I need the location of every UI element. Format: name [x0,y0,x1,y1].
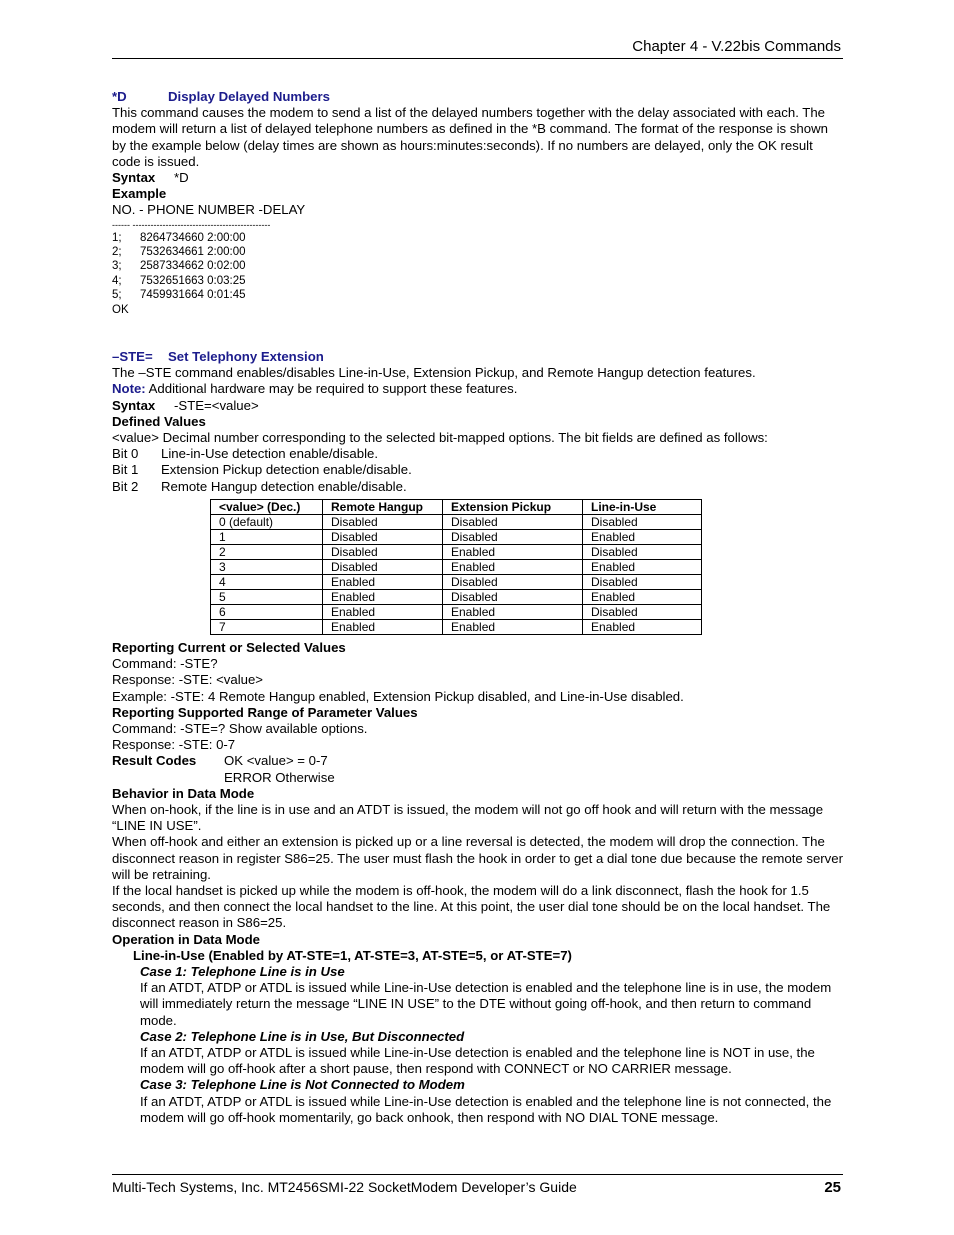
result-codes [112,753,843,769]
bit-item: Bit 2 Remote Hangup detection enable/disable. [112,478,407,494]
range-command: Command: -STE=? Show available options. [112,720,368,736]
ste-command-title: Set Telephony Extension [168,349,324,365]
ste-syntax-label: Syntax [112,397,156,413]
column-header: Remote Hangup [323,499,443,514]
column-header: Extension Pickup [443,499,583,514]
list-item: 5; 7459931664 0:01:45 [112,289,246,302]
d-example-dashes: ------ ---------------------------------------------- [112,219,271,230]
d-syntax-value: *D [174,170,189,186]
ste-defined-text: <value> Decimal number corresponding to the selected bit-mapped options. The bit fields are defined as follows: [112,430,768,446]
line-in-use-label: Line-in-Use (Enabled by AT-STE=1, AT-STE=3, AT-STE=5, or AT-STE=7) [133,947,572,963]
page-header [112,38,843,59]
behavior-paragraph: When off-hook and either an extension is picked up or a line reversal is detected, the modem will drop the connection. The disconnect reason in register S86=25. The user must flash the hook in order to get a dial tone due because the remote server will be retraining. [112,834,843,882]
ste-note-text: Additional hardware may be required to support these features. [145,381,518,397]
footer-text: Multi-Tech Systems, Inc. MT2456SMI-22 SocketModem Developer’s Guide [112,1179,577,1195]
table-row: 3 Disabled Enabled Enabled [211,559,702,574]
table-row: 5 Enabled Disabled Enabled [211,589,702,604]
table-row: 0 (default) Disabled Disabled Disabled [211,514,702,529]
result-codes-label: Result Codes [112,753,197,769]
ste-note [112,381,843,397]
d-command-heading [112,89,843,105]
case-text: If an ATDT, ATDP or ATDL is issued while Line-in-Use detection is enabled and the telephone line is in use, the modem will immediately return the message “LINE IN USE” to the DTE without going off-hook, and then return to command mode. [140,980,832,1028]
range-response: Response: -STE: 0-7 [112,737,236,753]
d-example-list [112,231,843,317]
d-command-title: Display Delayed Numbers [168,89,330,104]
table-row: 6 Enabled Enabled Disabled [211,604,702,619]
behavior-paragraph: When on-hook, if the line is in use and an ATDT is issued, the modem will not go off hook and will return with the message “LINE IN USE”. [112,801,824,834]
reporting-label: Reporting Current or Selected Values [112,639,346,655]
d-example-label: Example [112,186,167,202]
d-example-ok: OK [112,303,129,316]
operation-label: Operation in Data Mode [112,931,261,947]
ste-values-table [210,499,702,635]
page-number: 25 [824,1179,841,1196]
column-header: <value> (Dec.) [211,499,323,514]
bit-item: Bit 0 Line-in-Use detection enable/disable. [112,446,379,462]
table-row: 7 Enabled Enabled Enabled [211,619,702,634]
range-label: Reporting Supported Range of Parameter Values [112,704,418,720]
d-syntax [112,170,843,186]
case-text: If an ATDT, ATDP or ATDL is issued while Line-in-Use detection is enabled and the telephone line is NOT in use, the modem will go off-hook after a short pause, then respond with CONNECT or NO CARRIER message. [140,1044,815,1077]
list-item: 1; 8264734660 2:00:00 [112,231,246,244]
ste-note-label: Note: [112,381,146,397]
ste-defined-label: Defined Values [112,413,206,429]
table-row: 4 Enabled Disabled Disabled [211,574,702,589]
chapter-title: Chapter 4 - V.22bis Commands [632,38,841,55]
case-title: Case 2: Telephone Line is in Use, But Disconnected [140,1028,465,1044]
result-code-ok: OK <value> = 0-7 [224,753,328,769]
bit-item: Bit 1 Extension Pickup detection enable/disable. [112,462,412,478]
case-title: Case 3: Telephone Line is Not Connected to Modem [140,1077,465,1093]
case-block [112,964,843,1126]
ste-command-heading [112,349,843,365]
reporting-example: Example: -STE: 4 Remote Hangup enabled, Extension Pickup disabled, and Line-in-Use disabled. [112,688,684,704]
page-content [112,89,843,1126]
d-syntax-label: Syntax [112,170,156,186]
table-header-row [211,499,702,514]
ste-syntax-value: -STE=<value> [174,397,259,413]
ste-command-code: –STE= [112,349,153,365]
table-row: 2 Disabled Enabled Disabled [211,544,702,559]
case-text: If an ATDT, ATDP or ATDL is issued while Line-in-Use detection is enabled and the telephone line is not connected, the modem will go off-hook momentarily, go back onhook, then respond with NO DIAL TONE message. [140,1093,832,1125]
ste-syntax [112,398,843,414]
behavior-paragraph: If the local handset is picked up while the modem is off-hook, the modem will do a link disconnect, flash the hook for 1.5 seconds, and then connect the local handset to the line. At this point, the user dial tone should be on the local handset. The disconnect reason in S86=25. [112,882,831,931]
list-item: 2; 7532634661 2:00:00 [112,246,246,259]
result-code-error: ERROR Otherwise [224,769,335,785]
reporting-response: Response: -STE: <value> [112,672,264,688]
list-item: 3; 2587334662 0:02:00 [112,260,246,273]
column-header: Line-in-Use [583,499,702,514]
list-item: 4; 7532651663 0:03:25 [112,274,246,287]
page-footer [112,1174,843,1196]
ste-description: The –STE command enables/disables Line-in-Use, Extension Pickup, and Remote Hangup detection features. [112,365,756,381]
d-command-description: This command causes the modem to send a list of the delayed numbers together with the delay associated with each. The modem will return a list of delayed telephone numbers as defined in the *B command. The format of the response is shown by the example below (delay times are shown as hours:minutes:seconds). If no numbers are delayed, only the OK result code is issued. [112,105,828,169]
behavior-label: Behavior in Data Mode [112,785,255,801]
reporting-command: Command: -STE? [112,656,218,672]
d-command-code: *D [112,89,127,104]
d-example-header: NO. - PHONE NUMBER -DELAY [112,202,306,218]
table-row: 1 Disabled Disabled Enabled [211,529,702,544]
case-title: Case 1: Telephone Line is in Use [140,963,345,979]
